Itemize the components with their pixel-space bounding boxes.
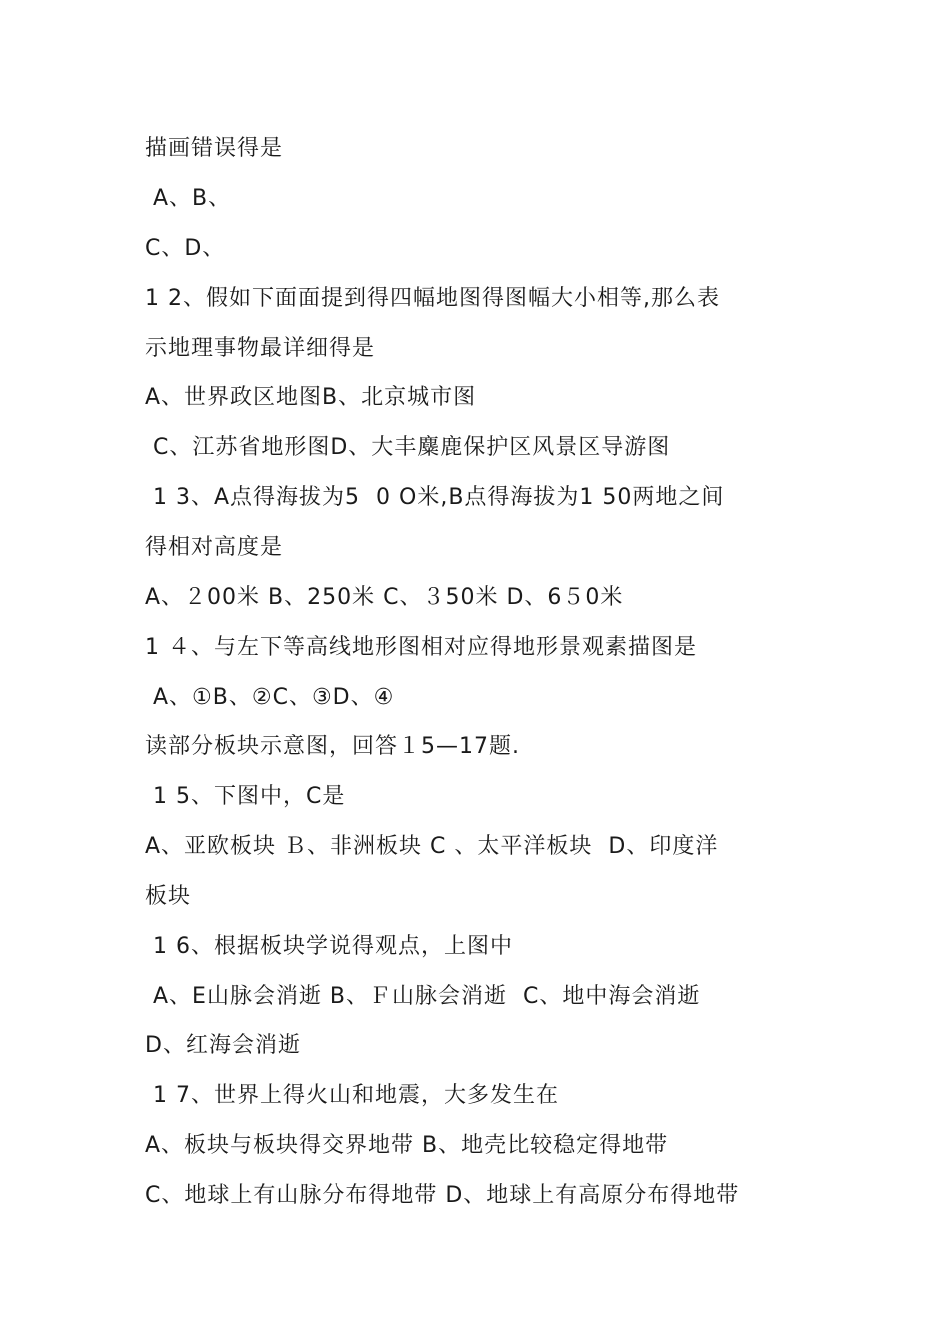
- question-13-cont: 得相对高度是: [145, 535, 284, 560]
- question-16-options-d: D、红海会消逝: [145, 1033, 301, 1058]
- question-12-options-ab: A、世界政区地图B、北京城市图: [145, 385, 477, 410]
- question-17-options-ab: A、板块与板块得交界地带 B、地壳比较稳定得地带: [145, 1133, 669, 1158]
- text-line-1: 描画错误得是: [145, 136, 284, 161]
- question-17-options-cd: C、地球上有山脉分布得地带 D、地球上有高原分布得地带: [145, 1183, 740, 1208]
- text-line-3: C、D、: [145, 236, 226, 261]
- section-instruction: 读部分板块示意图，回答１5—17题.: [145, 734, 520, 759]
- question-12-options-cd: C、江苏省地形图D、大丰麋鹿保护区风景区导游图: [145, 435, 671, 460]
- question-15-options-cont: 板块: [145, 884, 192, 909]
- question-12: 1 2、假如下面面提到得四幅地图得图幅大小相等,那么表: [145, 286, 720, 311]
- question-12-cont: 示地理事物最详细得是: [145, 336, 376, 361]
- question-15: 1 5、下图中，C是: [145, 784, 346, 809]
- question-16-options-abc: A、E山脉会消逝 B、Ｆ山脉会消逝 C、地中海会消逝: [145, 984, 701, 1009]
- question-13-options: A、２00米 B、250米 C、３50米 D、6５0米: [145, 585, 624, 610]
- text-line-2: A、B、: [145, 186, 232, 211]
- question-15-options: A、亚欧板块 Ｂ、非洲板块 C 、太平洋板块 D、印度洋: [145, 834, 719, 859]
- question-16: 1 6、根据板块学说得观点，上图中: [145, 934, 513, 959]
- question-17: 1 7、世界上得火山和地震，大多发生在: [145, 1083, 559, 1108]
- question-14: 1 ４、与左下等高线地形图相对应得地形景观素描图是: [145, 635, 697, 660]
- question-13: 1 3、A点得海拔为5 0 O米,B点得海拔为1 50两地之间: [145, 485, 725, 510]
- question-14-options: A、①B、②C、③D、④: [145, 685, 395, 710]
